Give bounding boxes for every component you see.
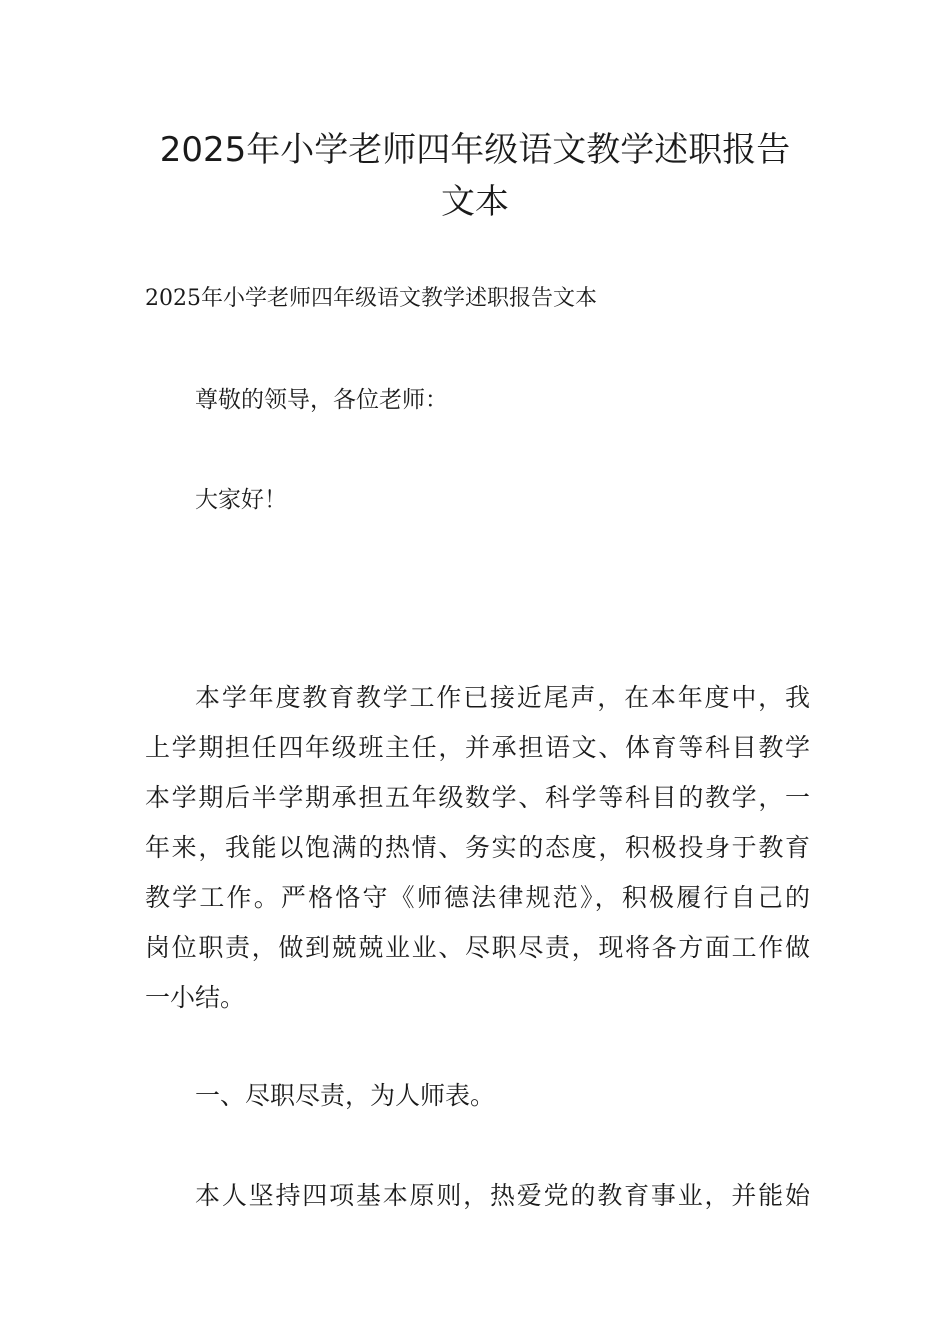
section-heading-1: 一、尽职尽责，为人师表。 <box>195 1081 496 1110</box>
paragraph-line: 上学期担任四年级班主任，并承担语文、体育等科目教学 <box>145 733 810 762</box>
greeting: 尊敬的领导，各位老师： <box>195 387 448 413</box>
title-line-1: 2025年小学老师四年级语文教学述职报告 <box>159 130 791 170</box>
paragraph-line: 一小结。 <box>145 983 246 1012</box>
paragraph-line: 岗位职责，做到兢兢业业、尽职尽责，现将各方面工作做 <box>145 933 810 962</box>
paragraph-section-1 <box>145 1171 810 1221</box>
paragraph-line: 本人坚持四项基本原则，热爱党的教育事业，并能始 <box>195 1181 810 1210</box>
paragraph-intro <box>145 673 810 1023</box>
title-line-2: 文本 <box>441 182 509 222</box>
document-title <box>120 124 830 228</box>
document-subtitle: 2025年小学老师四年级语文教学述职报告文本 <box>145 286 597 311</box>
paragraph-line: 教学工作。严格恪守《师德法律规范》，积极履行自己的 <box>145 883 810 912</box>
paragraph-line: 本学年度教育教学工作已接近尾声，在本年度中，我 <box>195 683 810 712</box>
hello: 大家好！ <box>195 487 287 513</box>
paragraph-line: 本学期后半学期承担五年级数学、科学等科目的教学，一 <box>145 783 810 812</box>
paragraph-line: 年来，我能以饱满的热情、务实的态度，积极投身于教育 <box>145 833 810 862</box>
